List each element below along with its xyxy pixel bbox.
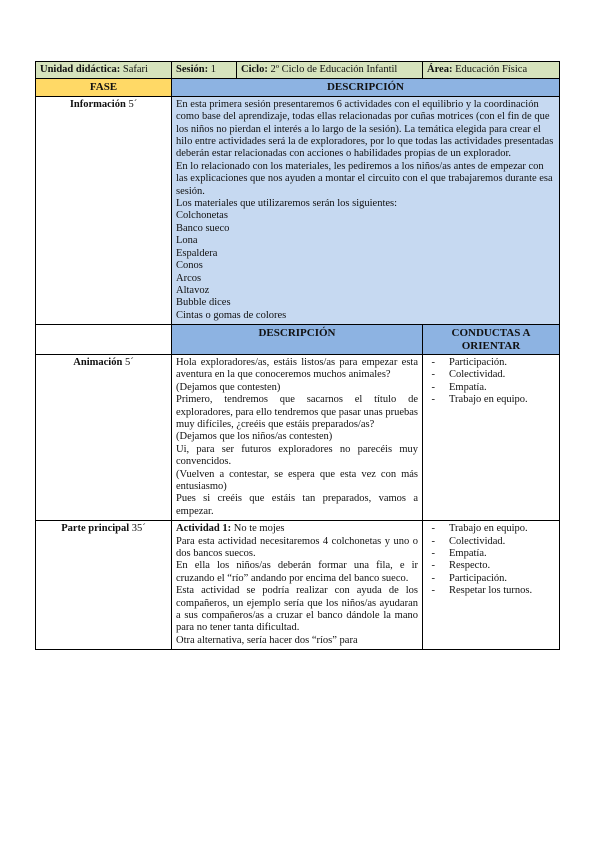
column-header-row xyxy=(36,79,560,96)
animacion-line: (Dejamos que contesten) xyxy=(176,381,281,393)
informacion-row xyxy=(36,96,560,324)
fase-header: FASE xyxy=(36,79,172,96)
material-item: Colchonetas xyxy=(176,210,228,222)
conducta-item: - Empatía. xyxy=(427,548,555,560)
informacion-time: 5´ xyxy=(128,98,138,110)
animacion-fase-cell xyxy=(36,354,172,520)
activity-label: Actividad 1: xyxy=(176,523,232,535)
unidad-cell xyxy=(36,62,172,79)
conducta-item: - Participación. xyxy=(427,357,555,369)
animacion-time: 5´ xyxy=(124,356,134,368)
conducta-item: - Colectividad. xyxy=(427,369,555,381)
activity-heading xyxy=(176,523,418,535)
animacion-conductas-list xyxy=(427,357,555,407)
material-item: Lona xyxy=(176,235,198,247)
animacion-row xyxy=(36,354,560,520)
informacion-description xyxy=(172,96,560,324)
sesion-cell xyxy=(172,62,237,79)
animacion-line: (Vuelven a contestar, se espera que esta vez con más entusiasmo) xyxy=(176,468,418,492)
area-value: Educación Física xyxy=(455,64,528,75)
material-item: Arcos xyxy=(176,272,202,284)
conducta-item: - Participación. xyxy=(427,573,555,585)
conducta-item: - Trabajo en equipo. xyxy=(427,394,555,406)
animacion-line: Pues si creéis que estáis tan preparados, vamos a empezar. xyxy=(176,493,418,517)
subheader-empty-cell xyxy=(36,325,172,355)
principal-line: Para esta actividad necesitaremos 4 colchonetas y uno o dos bancos suecos. xyxy=(176,535,418,560)
material-item: Bubble dices xyxy=(176,297,231,309)
sesion-label: Sesión: xyxy=(176,64,209,75)
header-row xyxy=(36,62,560,79)
conducta-item: - Trabajo en equipo. xyxy=(427,523,555,535)
sub-descripcion-header: DESCRIPCIÓN xyxy=(172,325,423,355)
principal-description xyxy=(172,521,423,650)
principal-line: Otra alternativa, sería hacer dos “ríos” para xyxy=(176,634,358,646)
session-table xyxy=(35,61,560,650)
conductas-header: CONDUCTAS A ORIENTAR xyxy=(423,325,560,355)
informacion-line: En esta primera sesión presentaremos 6 actividades con el equilibrio y la coordinación como base del aprendizaje, todas ellas relacionadas por cuñas motrices (con el fin de que los niños no pierdan el interés a lo largo de la sesión). La temática elegida para crear el hilo entre actividades será la de exploradores, por lo que todas las actividades presentadas deberán estar relacionadas con acciones o habilidades propias de un explorador. xyxy=(176,98,554,160)
activity-title: No te mojes xyxy=(233,523,285,535)
principal-time: 35´ xyxy=(131,523,146,535)
sesion-value: 1 xyxy=(210,64,216,75)
informacion-fase-cell xyxy=(36,96,172,324)
principal-conductas xyxy=(423,521,560,650)
material-item: Espaldera xyxy=(176,247,218,259)
informacion-name: Información xyxy=(69,98,126,110)
ciclo-label: Ciclo: xyxy=(241,64,268,75)
conducta-item: - Empatía. xyxy=(427,382,555,394)
principal-line: Esta actividad se podría realizar con ayuda de los compañeros, un ejemplo sería que los niños/as ayudaran a sus compañeros/as a cruzar el banco dándole la mano para no tener tanta dificultad. xyxy=(176,585,418,634)
area-cell xyxy=(423,62,560,79)
material-item: Banco sueco xyxy=(176,222,230,234)
subheader-row xyxy=(36,325,560,355)
ciclo-value: 2º Ciclo de Educación Infantil xyxy=(270,64,398,75)
area-label: Área: xyxy=(427,64,453,75)
material-item: Altavoz xyxy=(176,284,210,296)
material-item: Conos xyxy=(176,260,203,272)
descripcion-header: DESCRIPCIÓN xyxy=(172,79,560,96)
animacion-line: (Dejamos que los niños/as contesten) xyxy=(176,431,333,443)
principal-fase-cell xyxy=(36,521,172,650)
unidad-label: Unidad didáctica: xyxy=(40,64,121,75)
animacion-line: Primero, tendremos que sacarnos el título de exploradores, para ello tendremos que pasar unas pruebas muy difíciles, ¿creéis que estáis preparados/as? xyxy=(176,394,418,430)
principal-name: Parte principal xyxy=(61,523,130,535)
animacion-line: Ui, para ser futuros exploradores no parecéis muy convencidos. xyxy=(176,443,418,468)
principal-row xyxy=(36,521,560,650)
conducta-item: - Respecto. xyxy=(427,560,555,572)
animacion-conductas xyxy=(423,354,560,520)
unidad-value: Safari xyxy=(122,64,148,75)
ciclo-cell xyxy=(237,62,423,79)
conducta-item: - Respetar los turnos. xyxy=(427,585,555,597)
animacion-description xyxy=(172,354,423,520)
informacion-line: En lo relacionado con los materiales, les pediremos a los niños/as antes de empezar con las explicaciones que nos ayuden a montar el circuito con el que trabajaremos durante esa sesión. xyxy=(176,160,553,197)
informacion-line: Los materiales que utilizaremos serán los siguientes: xyxy=(176,198,398,210)
conducta-item: - Colectividad. xyxy=(427,536,555,548)
principal-line: En ella los niños/as deberán formar una fila, e ir cruzando el “río” andando por encima del banco sueco. xyxy=(176,560,418,584)
principal-conductas-list xyxy=(427,523,555,597)
animacion-line: Hola exploradores/as, estáis listos/as para empezar esta aventura en la que conoceremos muchos animales? xyxy=(176,356,418,381)
animacion-name: Animación xyxy=(73,356,123,368)
material-item: Cintas o gomas de colores xyxy=(176,309,287,321)
